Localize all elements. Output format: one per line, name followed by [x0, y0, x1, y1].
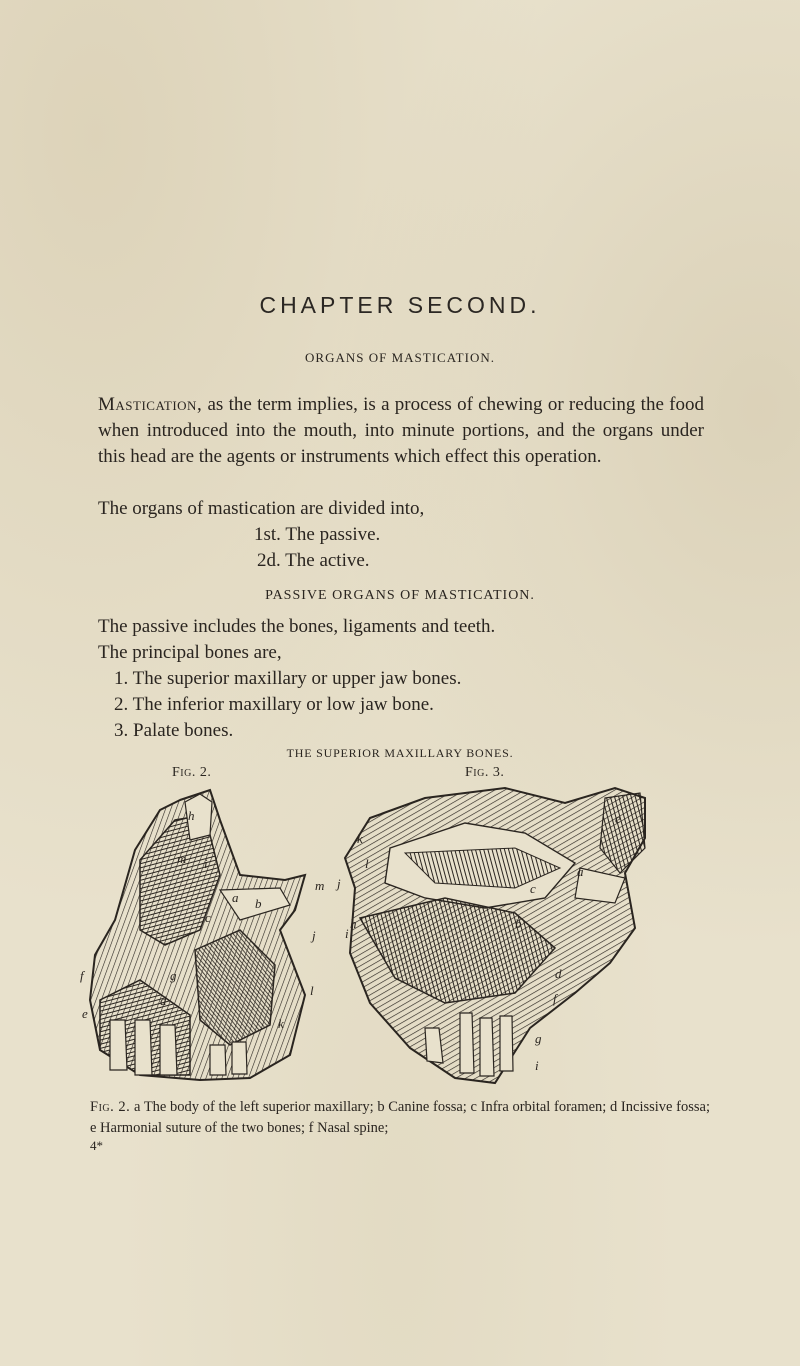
bone-item-3: 3. Palate bones.: [114, 720, 234, 741]
fig3-letter-a: a: [577, 864, 584, 879]
fig3-letter-i-left: i: [345, 926, 349, 941]
fig2-letter-j: j: [312, 928, 316, 943]
figure-caption: [90, 1097, 710, 1139]
fig2-letter-a: a: [232, 890, 239, 905]
fig2-letter-k: k: [278, 1016, 284, 1031]
fig2-letter-l: l: [310, 983, 314, 998]
divisions-intro: The organs of mastication are divided into,: [98, 498, 425, 519]
fig3-letter-d: d: [555, 966, 562, 981]
fig3-letter-k: k: [357, 831, 363, 846]
division-item-2: 2d. The active.: [257, 550, 370, 571]
fig3-drawing: [345, 788, 645, 1083]
signature-mark: 4*: [90, 1138, 103, 1153]
section-title-organs: ORGANS OF MASTICATION.: [305, 350, 495, 365]
fig3-letter-g: g: [535, 1031, 542, 1046]
fig3-label: Fig. 3.: [465, 765, 505, 780]
division-item-1: 1st. The passive.: [254, 524, 381, 545]
section-title-passive: PASSIVE ORGANS OF MASTICATION.: [265, 588, 535, 603]
fig3-letter-m: m: [315, 878, 325, 893]
fig2-letter-b: b: [255, 896, 262, 911]
fig2-letter-i: i: [204, 856, 208, 871]
caption-lead: Fig. 2.: [90, 1099, 131, 1115]
bone-item-2: 2. The inferior maxillary or low jaw bone.: [114, 694, 434, 715]
passive-line-1: The passive includes the bones, ligaments and teeth.: [98, 616, 496, 637]
fig2-letter-e: e: [82, 1006, 88, 1021]
fig3-letter-l: l: [365, 856, 369, 871]
fig3-maxillary-engraving: [315, 778, 655, 1088]
fig2-maxillary-engraving: [80, 780, 330, 1085]
fig3-letter-b: b: [515, 916, 522, 931]
fig3-letter-i: i: [535, 1058, 539, 1073]
fig3-letter-f: f: [553, 991, 557, 1006]
fig2-letter-g: g: [170, 968, 177, 983]
fig2-letter-m: m: [177, 851, 187, 866]
fig3-letter-c: c: [530, 881, 536, 896]
chapter-title: CHAPTER SECOND.: [259, 292, 541, 318]
fig3-letter-j: j: [337, 876, 341, 891]
caption-text: a The body of the left superior maxillary; b Canine fossa; c Infra orbital foramen; d Incissive fossa; e Harmonial suture of the two bones; f Nasal spine;: [90, 1099, 710, 1136]
intro-paragraph: [98, 392, 704, 470]
intro-text: as the term implies, is a process of chewing or reducing the food when introduced into the mouth, into minute portions, and the organs under this head are the agents or instruments which effect this operation.: [98, 394, 704, 467]
fig2-letter-f: f: [80, 968, 84, 983]
fig3-letter-h: h: [350, 916, 357, 931]
fig2-drawing: [90, 790, 305, 1080]
fig2-letter-h: h: [188, 808, 195, 823]
figures-heading: THE SUPERIOR MAXILLARY BONES.: [286, 746, 514, 760]
intro-lead-word: Mastication,: [98, 394, 203, 415]
fig2-letter-c: c: [205, 910, 211, 925]
fig2-letter-d: d: [160, 993, 167, 1008]
passive-line-2: The principal bones are,: [98, 642, 282, 663]
bone-item-1: 1. The superior maxillary or upper jaw bones.: [114, 668, 462, 689]
fig3-letter-e: e: [615, 811, 621, 826]
fig2-label: Fig. 2.: [172, 765, 212, 780]
